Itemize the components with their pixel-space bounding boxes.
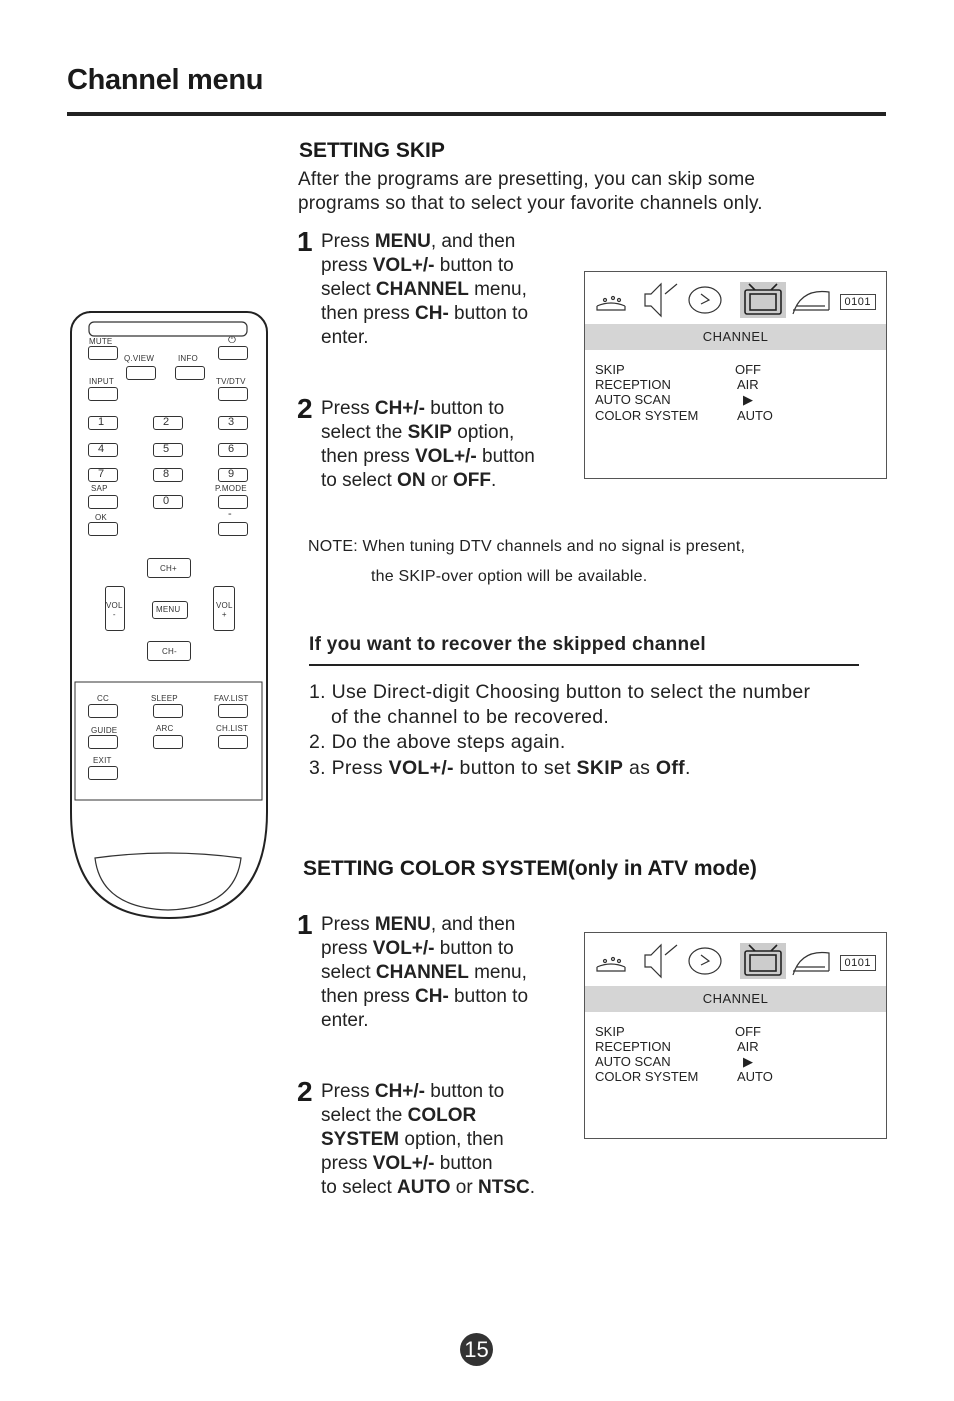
ch-minus-label: CH- [162, 647, 177, 656]
key-7-label: 7 [98, 468, 105, 480]
sleep-button[interactable] [153, 704, 183, 718]
dash-label: - [228, 508, 232, 520]
osd-row-reception: RECEPTION AIR [595, 377, 759, 392]
key-3-label: 3 [228, 416, 235, 428]
guide-label: GUIDE [91, 726, 118, 735]
picture-icon [597, 303, 625, 310]
recover-rule [309, 664, 859, 666]
channel-number: 0101 [840, 955, 876, 971]
recover-step1a: 1. Use Direct-digit Choosing button to select the number [309, 681, 811, 703]
exit-label: EXIT [93, 756, 112, 765]
key-5-label: 5 [163, 443, 170, 455]
sleep-label: SLEEP [151, 694, 178, 703]
osd-row-auto-scan: AUTO SCAN ▶ [595, 1054, 753, 1069]
setup-icon [793, 952, 829, 975]
osd-row-color-system: COLOR SYSTEM AUTO [595, 408, 773, 423]
cc-button[interactable] [88, 704, 118, 718]
color-step2-number: 2 [297, 1076, 313, 1107]
pmode-label: P.MODE [215, 484, 247, 493]
osd-row-reception: RECEPTION AIR [595, 1039, 759, 1054]
osd-channel-menu-color [584, 932, 887, 1139]
skip-step1-number: 1 [297, 226, 313, 257]
color-step1-text: Press MENU, and then press VOL+/- button to select CHANNEL menu, then press CH- button to enter. [321, 914, 529, 1031]
page-title: Channel menu [67, 64, 264, 96]
qview-label: Q.VIEW [124, 354, 155, 363]
color-step2-text: Press CH+/- button to select the COLOR SYSTEM option, then press VOL+/- button to select AUTO or NTSC. [321, 1081, 535, 1198]
picture-icon [597, 964, 625, 971]
skip-step2-number: 2 [297, 393, 313, 424]
channel-bar: CHANNEL [585, 324, 886, 350]
exit-button[interactable] [88, 766, 118, 780]
mute-button[interactable] [88, 346, 118, 360]
color-step1-number: 1 [297, 909, 313, 940]
key-6-label: 6 [228, 443, 235, 455]
recover-step3: 3. Press VOL+/- button to set SKIP as Off. [309, 757, 691, 779]
tvdtv-button[interactable] [218, 387, 248, 401]
setup-icon [793, 291, 829, 314]
arc-label: ARC [156, 724, 174, 733]
menu-icons [593, 280, 843, 320]
osd-channel-menu-skip [584, 271, 887, 479]
recover-heading: If you want to recover the skipped channel [309, 634, 706, 655]
arc-button[interactable] [153, 735, 183, 749]
ch-plus-label: CH+ [160, 564, 177, 573]
skip-intro-line1: After the programs are presetting, you can skip some [298, 169, 756, 190]
vol-minus-label: VOL - [106, 601, 123, 619]
sap-label: SAP [91, 484, 108, 493]
qview-button[interactable] [126, 366, 156, 380]
ok-button[interactable] [88, 522, 118, 536]
color-heading: SETTING COLOR SYSTEM(only in ATV mode) [303, 857, 757, 880]
remote-control [67, 310, 270, 920]
key-9-label: 9 [228, 468, 235, 480]
info-button[interactable] [175, 366, 205, 380]
menu-label: MENU [156, 605, 181, 614]
ok-label: OK [95, 513, 107, 522]
sound-icon [645, 945, 677, 977]
channel-number: 0101 [840, 294, 876, 310]
osd-row-color-system: COLOR SYSTEM AUTO [595, 1069, 773, 1084]
title-rule [67, 112, 886, 116]
key-4-label: 4 [98, 443, 105, 455]
pmode-button[interactable] [218, 495, 248, 509]
page-number: 15 [460, 1333, 493, 1366]
clock-icon [689, 948, 721, 974]
cc-label: CC [97, 694, 109, 703]
vol-plus-label: VOL + [216, 601, 233, 619]
key-0-label: 0 [163, 495, 170, 507]
info-label: INFO [178, 354, 198, 363]
skip-step1-text: Press MENU, and then press VOL+/- button to select CHANNEL menu, then press CH- button to enter. [321, 231, 529, 348]
favlist-button[interactable] [218, 704, 248, 718]
menu-icons [593, 941, 843, 981]
power-icon: ⏻ [228, 335, 237, 346]
sap-button[interactable] [88, 495, 118, 509]
favlist-label: FAV.LIST [214, 694, 249, 703]
note-line2: the SKIP-over option will be available. [371, 568, 648, 585]
sound-icon [645, 284, 677, 316]
note-line1: NOTE: When tuning DTV channels and no signal is present, [308, 538, 746, 555]
dash-button[interactable] [218, 522, 248, 536]
mute-label: MUTE [89, 337, 113, 346]
recover-step2: 2. Do the above steps again. [309, 731, 566, 753]
input-label: INPUT [89, 377, 114, 386]
key-8-label: 8 [163, 468, 170, 480]
key-2-label: 2 [163, 416, 170, 428]
osd-row-auto-scan: AUTO SCAN ▶ [595, 392, 753, 407]
input-button[interactable] [88, 387, 118, 401]
chlist-button[interactable] [218, 735, 248, 749]
skip-heading: SETTING SKIP [299, 139, 445, 162]
recover-step1b: of the channel to be recovered. [331, 706, 610, 728]
guide-button[interactable] [88, 735, 118, 749]
osd-row-skip: SKIP OFF [595, 1024, 761, 1039]
osd-row-skip: SKIP OFF [595, 362, 761, 377]
key-1-label: 1 [98, 416, 105, 428]
skip-intro-line2: programs so that to select your favorite channels only. [298, 193, 763, 214]
chlist-label: CH.LIST [216, 724, 249, 733]
channel-bar: CHANNEL [585, 986, 886, 1012]
tvdtv-label: TV/DTV [216, 377, 246, 386]
power-button[interactable] [218, 346, 248, 360]
skip-step2-text: Press CH+/- button to select the SKIP option, then press VOL+/- button to select ON or OFF. [321, 398, 535, 491]
clock-icon [689, 287, 721, 313]
